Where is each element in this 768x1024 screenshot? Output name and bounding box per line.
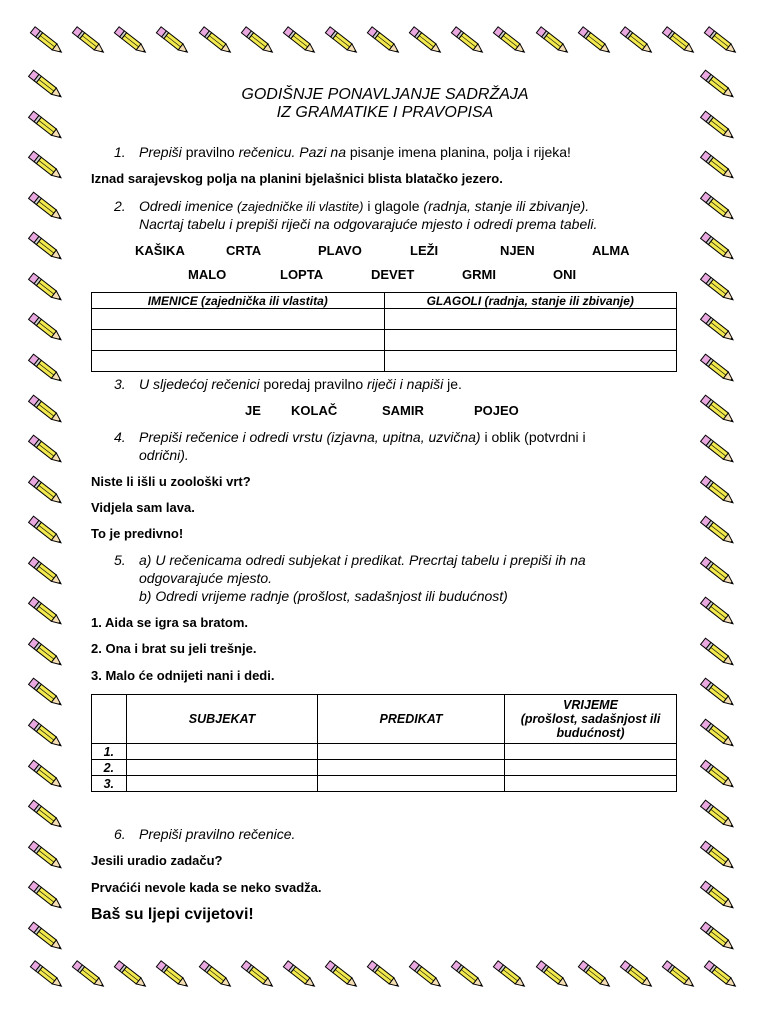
pencil-icon [24, 107, 68, 145]
word-card: SAMIR [382, 403, 424, 418]
pencil-icon [237, 22, 279, 60]
table-row [92, 744, 677, 760]
pencil-icon [405, 956, 447, 994]
table-cell [318, 744, 505, 760]
pencil-icon [24, 918, 68, 956]
pencil-icon [616, 22, 658, 60]
table-header-line: (prošlost, sadašnjost ili [520, 712, 661, 726]
pencil-icon [700, 22, 742, 60]
word-card: NJEN [500, 243, 535, 258]
table-cell [384, 309, 677, 330]
task-5-number: 5. [114, 552, 126, 568]
pencil-icon [574, 22, 616, 60]
task-5-instruction-a-cont: odgovarajuće mjesto. [139, 570, 273, 586]
pencil-icon [696, 188, 740, 226]
task-4-number: 4. [114, 429, 126, 445]
task-1-number: 1. [114, 144, 126, 160]
table-cell [318, 760, 505, 776]
pencil-icon [696, 512, 740, 550]
table-cell [92, 309, 385, 330]
pencil-icon [110, 956, 152, 994]
word-card: JE [245, 403, 261, 418]
task-4-sentence: To je predivno! [91, 526, 184, 541]
table-row [92, 309, 677, 330]
pencil-icon [24, 309, 68, 347]
pencil-icon [696, 837, 740, 875]
task-5-sentence: 2. Ona i brat su jeli trešnje. [91, 641, 257, 656]
pencil-icon [696, 796, 740, 834]
word-card: PLAVO [318, 243, 362, 258]
pencil-icon [24, 431, 68, 469]
task-1-instruction: Prepiši pravilno rečenicu. Pazi na pisanje imena planina, polja i rijeka! [139, 144, 571, 160]
table-row [92, 760, 677, 776]
pencil-icon [24, 553, 68, 591]
pencil-icon [658, 22, 700, 60]
row-number: 2. [92, 760, 127, 776]
nouns-verbs-table [91, 292, 677, 372]
pencil-icon [195, 22, 237, 60]
table-cell [127, 744, 318, 760]
pencil-border-right [696, 66, 744, 956]
pencil-icon [152, 22, 194, 60]
pencil-icon [447, 956, 489, 994]
pencil-icon [700, 956, 742, 994]
table-cell [505, 760, 677, 776]
table-header [92, 695, 127, 744]
pencil-border-left [24, 66, 72, 956]
table-cell [384, 330, 677, 351]
word-card: LOPTA [280, 267, 324, 282]
pencil-icon [24, 796, 68, 834]
word-card: KOLAČ [291, 403, 338, 418]
pencil-icon [279, 956, 321, 994]
pencil-icon [24, 66, 68, 104]
pencil-icon [696, 756, 740, 794]
table-cell [127, 776, 318, 792]
pencil-icon [24, 472, 68, 510]
subject-predicate-table [91, 694, 677, 792]
pencil-icon [696, 431, 740, 469]
table-cell [92, 351, 385, 372]
pencil-icon [696, 472, 740, 510]
page-title [90, 86, 680, 122]
pencil-icon [237, 956, 279, 994]
table-cell [92, 330, 385, 351]
task-5-sentence: 1. Aida se igra sa bratom. [91, 615, 249, 630]
task-4-sentence: Vidjela sam lava. [91, 500, 195, 515]
task-4-instruction-line-1: Prepiši rečenice i odredi vrstu (izjavna, upitna, uzvična) i oblik (potvrdni i [139, 429, 586, 445]
pencil-icon [26, 22, 68, 60]
table-header: PREDIKAT [318, 695, 505, 744]
pencil-icon [696, 147, 740, 185]
pencil-icon [696, 918, 740, 956]
table-cell [505, 744, 677, 760]
title-line-2: IZ GRAMATIKE I PRAVOPISA [276, 104, 494, 121]
title-line-1: GODIŠNJE PONAVLJANJE SADRŽAJA [241, 86, 529, 103]
pencil-icon [696, 309, 740, 347]
pencil-icon [696, 228, 740, 266]
pencil-icon [616, 956, 658, 994]
pencil-icon [696, 593, 740, 631]
pencil-icon [24, 877, 68, 915]
pencil-icon [24, 715, 68, 753]
task-3-number: 3. [114, 376, 126, 392]
pencil-icon [24, 512, 68, 550]
table-row [92, 776, 677, 792]
task-2-instruction-line-1: Odredi imenice (zajedničke ili vlastite) i glagole (radnja, stanje ili zbivanje). [139, 198, 590, 214]
pencil-icon [405, 22, 447, 60]
table-row [92, 330, 677, 351]
pencil-icon [68, 22, 110, 60]
pencil-icon [24, 269, 68, 307]
pencil-icon [68, 956, 110, 994]
word-card: ONI [553, 267, 577, 282]
task-3-instruction: U sljedećoj rečenici poredaj pravilno riječi i napiši je. [139, 376, 462, 392]
pencil-icon [195, 956, 237, 994]
table-header: GLAGOLI (radnja, stanje ili zbivanje) [384, 293, 677, 309]
table-header: SUBJEKAT [127, 695, 318, 744]
task-1-sentence: Iznad sarajevskog polja na planini bjelašnici blista blatačko jezero. [91, 171, 503, 186]
pencil-icon [696, 877, 740, 915]
pencil-icon [574, 956, 616, 994]
word-card: GRMI [462, 267, 496, 282]
task-5-sentence: 3. Malo će odnijeti nani i dedi. [91, 668, 275, 683]
pencil-icon [532, 22, 574, 60]
pencil-icon [532, 956, 574, 994]
pencil-icon [110, 22, 152, 60]
word-card: DEVET [371, 267, 415, 282]
pencil-icon [447, 22, 489, 60]
pencil-icon [696, 391, 740, 429]
table-header-line: budućnost) [556, 726, 625, 740]
pencil-icon [696, 107, 740, 145]
task-2-number: 2. [114, 198, 126, 214]
pencil-icon [24, 593, 68, 631]
pencil-icon [24, 228, 68, 266]
table-header: IMENICE (zajednička ili vlastita) [92, 293, 385, 309]
word-card: POJEO [474, 403, 519, 418]
pencil-border-top [26, 22, 742, 70]
task-6-sentence: Baš su ljepi cvijetovi! [91, 906, 254, 923]
pencil-icon [658, 956, 700, 994]
pencil-icon [696, 350, 740, 388]
word-card: CRTA [226, 243, 262, 258]
pencil-icon [24, 147, 68, 185]
pencil-icon [363, 22, 405, 60]
pencil-icon [24, 350, 68, 388]
pencil-icon [26, 956, 68, 994]
pencil-icon [489, 956, 531, 994]
pencil-icon [24, 674, 68, 712]
pencil-icon [279, 22, 321, 60]
pencil-icon [321, 22, 363, 60]
table-row [92, 351, 677, 372]
word-card: KAŠIKA [135, 243, 185, 258]
table-cell [127, 760, 318, 776]
pencil-icon [696, 553, 740, 591]
task-6-instruction: Prepiši pravilno rečenice. [139, 826, 296, 842]
pencil-icon [696, 674, 740, 712]
row-number: 3. [92, 776, 127, 792]
pencil-icon [24, 634, 68, 672]
task-6-number: 6. [114, 826, 126, 842]
pencil-icon [696, 66, 740, 104]
pencil-icon [489, 22, 531, 60]
table-cell [384, 351, 677, 372]
task-5-instruction-a: a) U rečenicama odredi subjekat i predikat. Precrtaj tabelu i prepiši ih na [139, 552, 586, 568]
task-6-sentence: Jesili uradio zadaču? [91, 853, 223, 868]
task-4-instruction-line-2: odrični). [139, 447, 189, 463]
pencil-icon [363, 956, 405, 994]
task-6-sentence: Prvaćići nevole kada se neko svadža. [91, 880, 322, 895]
pencil-border-bottom [26, 956, 742, 1004]
pencil-icon [24, 391, 68, 429]
task-4-sentence: Niste li išli u zoološki vrt? [91, 474, 251, 489]
word-card: ALMA [592, 243, 630, 258]
task-2-instruction-line-2: Nacrtaj tabelu i prepiši riječi na odgovarajuće mjesto i odredi prema tabeli. [139, 216, 598, 232]
pencil-icon [696, 715, 740, 753]
pencil-icon [696, 634, 740, 672]
pencil-icon [24, 188, 68, 226]
pencil-icon [321, 956, 363, 994]
pencil-icon [152, 956, 194, 994]
pencil-icon [24, 837, 68, 875]
table-cell [505, 776, 677, 792]
table-cell [318, 776, 505, 792]
task-5-instruction-b: b) Odredi vrijeme radnje (prošlost, sadašnjost ili budućnost) [139, 588, 508, 604]
word-card: LEŽI [410, 243, 439, 258]
pencil-icon [24, 756, 68, 794]
word-card: MALO [188, 267, 227, 282]
row-number: 1. [92, 744, 127, 760]
table-header-line: VRIJEME [563, 698, 618, 712]
pencil-icon [696, 269, 740, 307]
table-header [505, 695, 677, 744]
